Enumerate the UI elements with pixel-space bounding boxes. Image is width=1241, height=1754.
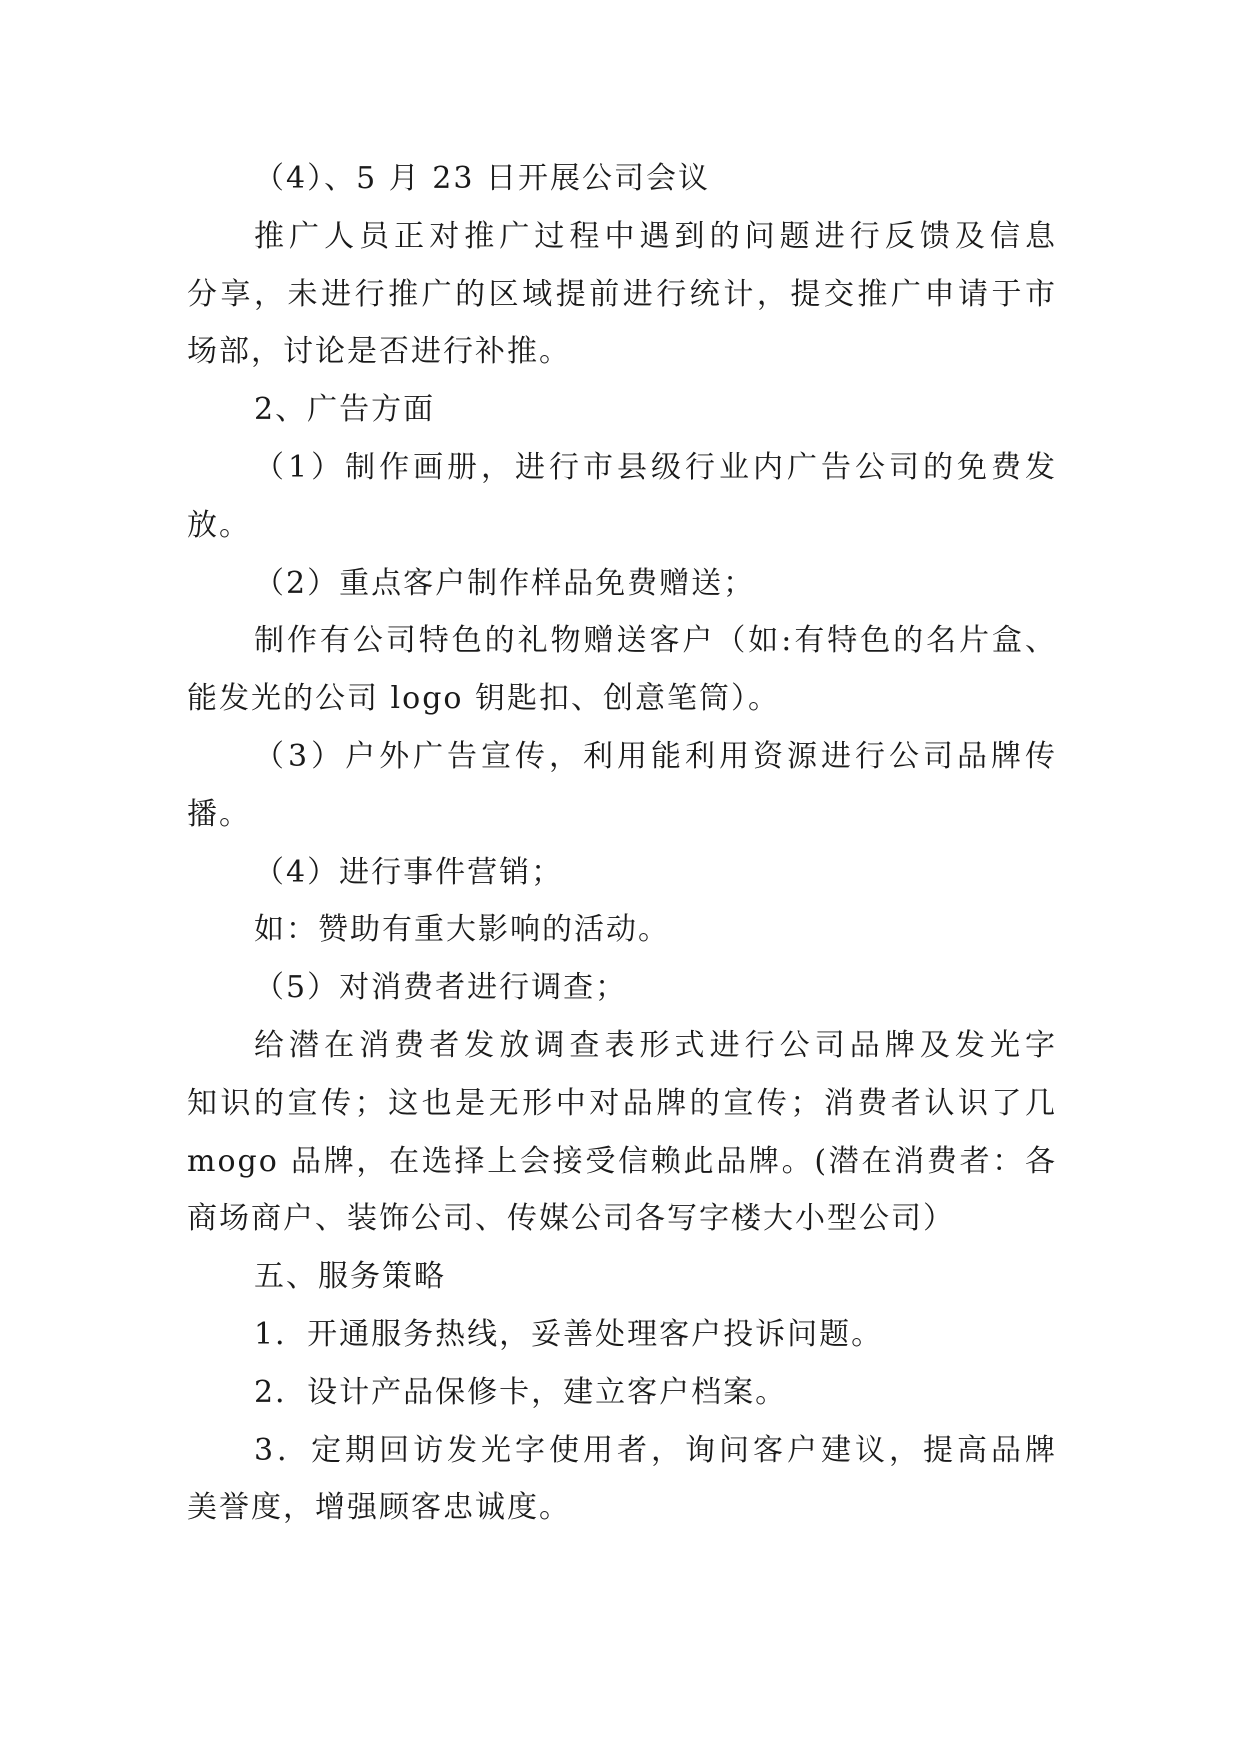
paragraph-line: 推广人员正对推广过程中遇到的问题进行反馈及信息 xyxy=(254,219,1057,254)
list-item: 1．开通服务热线，妥善处理客户投诉问题。 xyxy=(254,1317,884,1352)
paragraph-line: 制作有公司特色的礼物赠送客户（如:有特色的名片盒、 xyxy=(254,623,1057,658)
paragraph-line: （1）制作画册，进行市县级行业内广告公司的免费发 xyxy=(254,450,1057,485)
paragraph-line: （3）户外广告宣传，利用能利用资源进行公司品牌传 xyxy=(254,739,1057,774)
list-item: 2．设计产品保修卡，建立客户档案。 xyxy=(254,1375,788,1410)
paragraph-line: 场部，讨论是否进行补推。 xyxy=(187,334,571,369)
paragraph-line: （5）对消费者进行调查； xyxy=(254,970,628,1005)
paragraph-line: 美誉度，增强顾客忠诚度。 xyxy=(187,1490,571,1525)
paragraph-line: 放。 xyxy=(187,508,251,543)
list-item: 3．定期回访发光字使用者，询问客户建议，提高品牌 xyxy=(254,1433,1057,1468)
paragraph-line: 商场商户、装饰公司、传媒公司各写字楼大小型公司） xyxy=(187,1201,955,1236)
paragraph-line: 能发光的公司 logo 钥匙扣、创意笔筒）。 xyxy=(187,681,780,716)
paragraph-line: （4）进行事件营销； xyxy=(254,855,564,890)
paragraph-line: 给潜在消费者发放调查表形式进行公司品牌及发光字 xyxy=(254,1028,1057,1063)
section-heading: 五、服务策略 xyxy=(254,1259,446,1294)
paragraph-line: 知识的宣传；这也是无形中对品牌的宣传；消费者认识了几 xyxy=(187,1086,1057,1121)
paragraph-line: 分享，未进行推广的区域提前进行统计，提交推广申请于市 xyxy=(187,277,1057,312)
paragraph-line: （2）重点客户制作样品免费赠送； xyxy=(254,566,756,601)
paragraph-line: 如：赞助有重大影响的活动。 xyxy=(254,912,670,947)
paragraph-line: 播。 xyxy=(187,797,251,832)
paragraph-line: mogo 品牌，在选择上会接受信赖此品牌。(潜在消费者：各 xyxy=(187,1144,1057,1179)
section-heading: 2、广告方面 xyxy=(254,392,436,427)
paragraph-line: （4）、5 月 23 日开展公司会议 xyxy=(254,161,710,196)
